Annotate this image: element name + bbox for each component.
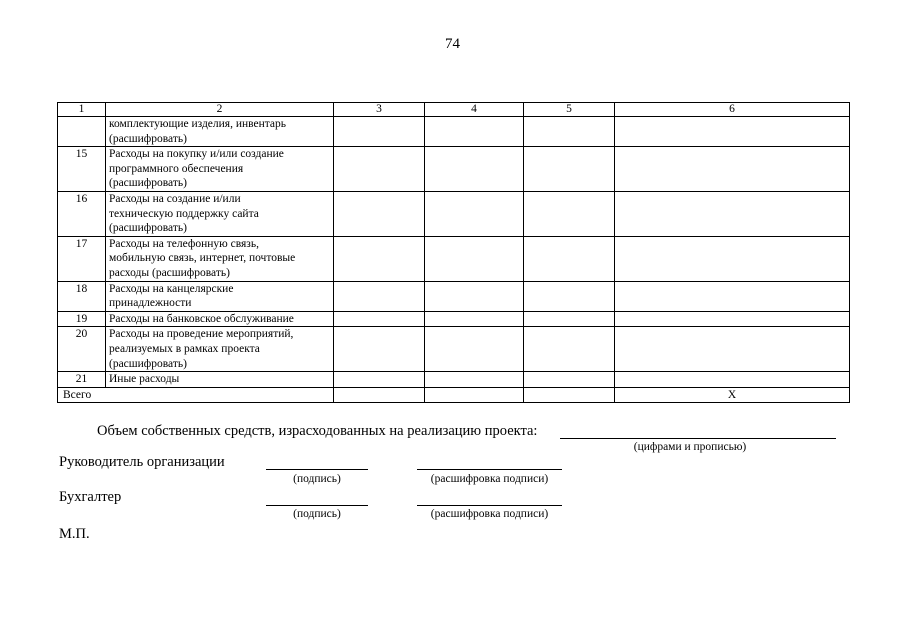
row-cell-6 <box>615 191 850 236</box>
row-number <box>58 117 106 147</box>
accountant-decoding-caption: (расшифровка подписи) <box>430 508 549 520</box>
row-description <box>106 117 334 147</box>
head-decoding-line <box>417 469 562 470</box>
row-cell-6 <box>615 281 850 311</box>
row-description-line: техническую поддержку сайта <box>109 207 259 220</box>
accountant-signature-caption: (подпись) <box>293 508 341 520</box>
header-col-4: 4 <box>425 103 524 117</box>
row-cell-3 <box>334 311 425 327</box>
row-cell-6 <box>615 311 850 327</box>
table-row <box>58 236 850 281</box>
stamp-label: М.П. <box>59 526 90 542</box>
row-number: 20 <box>58 327 106 372</box>
header-col-6: 6 <box>615 103 850 117</box>
row-cell-4 <box>425 327 524 372</box>
table-row <box>58 147 850 192</box>
accountant-label: Бухгалтер <box>59 489 122 505</box>
row-cell-3 <box>334 191 425 236</box>
row-description <box>106 191 334 236</box>
row-cell-5 <box>524 281 615 311</box>
row-description-line: принадлежности <box>109 297 192 310</box>
own-funds-line <box>560 438 836 439</box>
own-funds-caption: (цифрами и прописью) <box>633 441 747 453</box>
table-row <box>58 372 850 388</box>
header-col-3: 3 <box>334 103 425 117</box>
row-description-line: (расшифровать) <box>109 132 187 145</box>
row-description-line: Расходы на телефонную связь, <box>109 237 259 250</box>
total-cell-4 <box>425 387 524 403</box>
table-row <box>58 117 850 147</box>
row-number: 19 <box>58 311 106 327</box>
row-number: 18 <box>58 281 106 311</box>
table-row <box>58 191 850 236</box>
row-cell-6 <box>615 327 850 372</box>
row-cell-6 <box>615 117 850 147</box>
row-cell-3 <box>334 327 425 372</box>
row-cell-4 <box>425 236 524 281</box>
accountant-decoding-line <box>417 505 562 506</box>
row-description-line: комплектующие изделия, инвентарь <box>109 118 287 130</box>
row-cell-3 <box>334 147 425 192</box>
row-number: 17 <box>58 236 106 281</box>
row-description-line: расходы (расшифровать) <box>109 266 230 279</box>
row-cell-5 <box>524 147 615 192</box>
row-description <box>106 147 334 192</box>
row-description-line: мобильную связь, интернет, почтовые <box>109 252 296 265</box>
total-cell-3 <box>334 387 425 403</box>
header-col-1: 1 <box>58 103 106 117</box>
row-cell-5 <box>524 311 615 327</box>
row-description-line: Расходы на банковское обслуживание <box>109 312 294 325</box>
row-description-line: Расходы на канцелярские <box>109 282 234 295</box>
row-cell-3 <box>334 117 425 147</box>
row-description <box>106 372 334 388</box>
row-description-line: (расшифровать) <box>109 177 187 190</box>
row-cell-5 <box>524 236 615 281</box>
row-cell-4 <box>425 311 524 327</box>
total-row <box>58 387 850 403</box>
row-description <box>106 311 334 327</box>
own-funds-label: Объем собственных средств, израсходованных на реализацию проекта: <box>97 423 538 439</box>
row-number: 21 <box>58 372 106 388</box>
row-description-line: (расшифровать) <box>109 222 187 235</box>
row-cell-3 <box>334 281 425 311</box>
row-description <box>106 327 334 372</box>
row-cell-4 <box>425 147 524 192</box>
row-cell-3 <box>334 372 425 388</box>
total-label: Всего <box>58 387 334 403</box>
row-cell-6 <box>615 372 850 388</box>
row-cell-5 <box>524 327 615 372</box>
row-cell-6 <box>615 147 850 192</box>
row-cell-5 <box>524 117 615 147</box>
row-cell-6 <box>615 236 850 281</box>
total-mark: X <box>615 387 850 403</box>
head-signature-caption: (подпись) <box>293 473 341 485</box>
table-header-row <box>58 103 850 117</box>
row-cell-5 <box>524 372 615 388</box>
accountant-signature-line <box>266 505 368 506</box>
head-label: Руководитель организации <box>59 454 225 470</box>
table-row <box>58 327 850 372</box>
row-description <box>106 281 334 311</box>
row-description-line: реализуемых в рамках проекта <box>109 342 260 355</box>
row-cell-4 <box>425 281 524 311</box>
header-col-5: 5 <box>524 103 615 117</box>
header-col-2: 2 <box>106 103 334 117</box>
row-description-line: программного обеспечения <box>109 162 244 175</box>
head-decoding-caption: (расшифровка подписи) <box>430 473 549 485</box>
row-number: 15 <box>58 147 106 192</box>
row-description-line: (расшифровать) <box>109 357 187 370</box>
row-cell-4 <box>425 191 524 236</box>
row-cell-4 <box>425 117 524 147</box>
total-cell-5 <box>524 387 615 403</box>
page-number: 74 <box>445 36 460 52</box>
row-description-line: Расходы на проведение мероприятий, <box>109 328 294 341</box>
row-description-line: Расходы на покупку и/или создание <box>109 148 284 161</box>
expenses-table <box>57 102 850 403</box>
row-description-line: Иные расходы <box>109 373 180 386</box>
row-description-line: Расходы на создание и/или <box>109 192 241 205</box>
row-cell-5 <box>524 191 615 236</box>
table-row <box>58 311 850 327</box>
head-signature-line <box>266 469 368 470</box>
table-row <box>58 281 850 311</box>
row-number: 16 <box>58 191 106 236</box>
row-cell-3 <box>334 236 425 281</box>
row-description <box>106 236 334 281</box>
row-cell-4 <box>425 372 524 388</box>
